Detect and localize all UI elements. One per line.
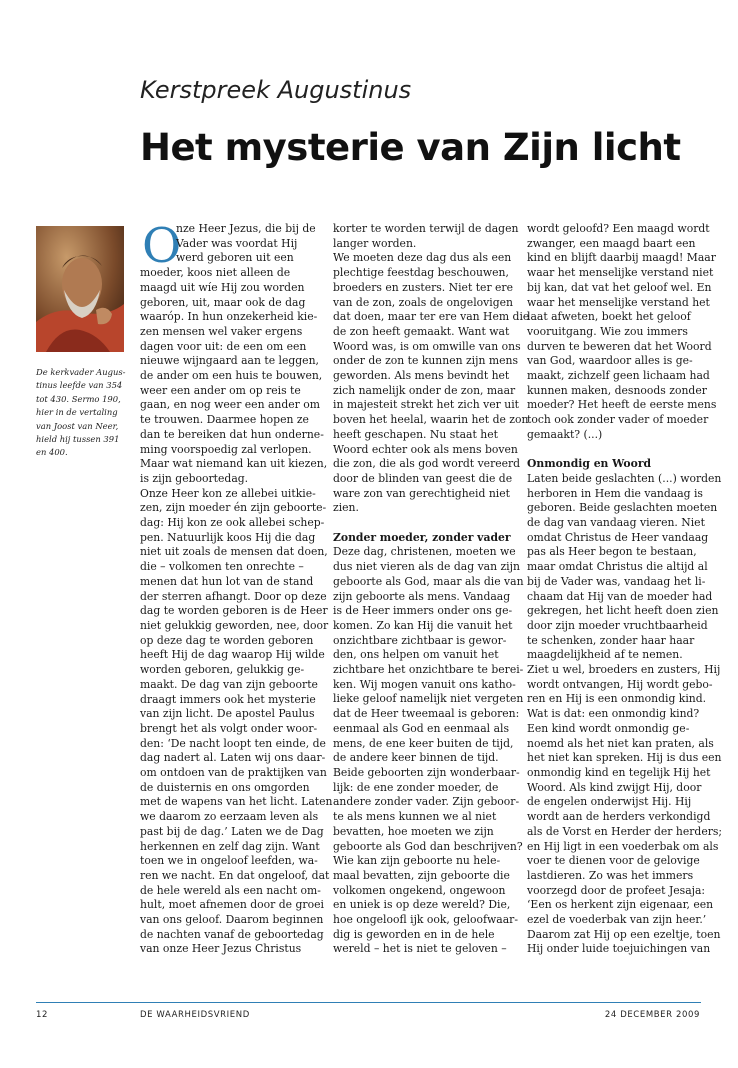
body-line: zichtbare het onzichtbare te berei-	[333, 663, 524, 677]
paragraph-gap	[333, 516, 508, 531]
caption-line: en 400.	[36, 447, 68, 458]
body-line: dus niet vieren als de dag van zijn	[333, 560, 520, 574]
body-line: waar het menselijke verstand het	[527, 295, 710, 309]
body-line: waar het menselijke verstand niet	[527, 266, 714, 280]
augustine-portrait-icon	[36, 226, 124, 352]
body-line: weer een ander om op reis te	[140, 383, 301, 397]
body-line: Vader was voordat Hij	[176, 236, 298, 250]
body-line: nieuwe wijngaard aan te leggen,	[140, 354, 319, 368]
body-line: Woord was, is om omwille van ons	[333, 339, 521, 353]
body-line: moeder? Het heeft de eerste mens	[527, 398, 717, 412]
body-line: zen, zijn moeder én zijn geboorte-	[140, 501, 327, 515]
body-line: ken. Wij mogen vanuit ons katho-	[333, 677, 516, 691]
body-line: van onze Heer Jezus Christus	[140, 942, 302, 956]
body-line: niet gelukkig geworden, nee, door	[140, 618, 329, 632]
body-line: heeft geschapen. Nu staat het	[333, 427, 498, 441]
body-line: bevatten, hoe moeten we zijn	[333, 824, 494, 838]
body-line: ezel de voederbak van zijn heer.’	[527, 913, 707, 927]
body-line: die zon, die als god wordt vereerd	[333, 457, 521, 471]
body-line: ming voorspoedig zal verlopen.	[140, 442, 312, 456]
body-line: zijn geboorte als mens. Vandaag	[333, 589, 511, 603]
body-line: Hij onder luide toejuichingen van	[527, 942, 711, 956]
body-line: maakt, zichzelf geen lichaam had	[527, 369, 710, 383]
body-line: door zijn moeder vruchtbaarheid	[527, 618, 708, 632]
body-line: voer te dienen voor de gelovige	[527, 854, 700, 868]
body-line: geworden. Als mens bevindt het	[333, 369, 510, 383]
body-line: we daarom zo eerzaam leven als	[140, 810, 319, 824]
body-line: wordt ontvangen, Hij wordt gebo-	[527, 677, 713, 691]
body-line: van ons geloof. Daarom beginnen	[140, 913, 324, 927]
text-column-2	[333, 222, 530, 957]
body-line: van de zon, zoals de ongelovigen	[333, 295, 513, 309]
body-line: past bij de dag.’ Laten we de Dag	[140, 824, 324, 838]
body-line: Laten beide geslachten (...) worden	[527, 471, 722, 485]
body-line: geboren, uit, maar ook de dag	[140, 295, 306, 309]
body-line: Woord echter ook als mens boven	[333, 442, 518, 456]
body-line: broeders en zusters. Niet ter ere	[333, 280, 513, 294]
body-line: Ziet u wel, broeders en zusters, Hij	[527, 663, 721, 677]
body-line: geboorte als God, maar als die van	[333, 574, 524, 588]
body-line: dan te bereiken dat hun onderne-	[140, 427, 324, 441]
body-line: den: ‘De nacht loopt ten einde, de	[140, 736, 326, 750]
body-line: de ander om een huis te bouwen,	[140, 369, 323, 383]
body-line: zwanger, een maagd baart een	[527, 236, 696, 250]
body-line: bij kan, dat vat het geloof wel. En	[527, 280, 712, 294]
body-line: We moeten deze dag dus als een	[333, 251, 512, 265]
body-line: niet uit zoals de mensen dat doen,	[140, 545, 328, 559]
body-line: de andere keer binnen de tijd.	[333, 751, 499, 765]
body-line: Beide geboorten zijn wonderbaar-	[333, 766, 520, 779]
body-line: van God, waardoor alles is ge-	[527, 354, 693, 368]
body-line: de hele wereld als een nacht om-	[140, 883, 321, 897]
body-line: is zijn geboortedag.	[140, 471, 249, 485]
body-line: zien.	[333, 501, 359, 515]
body-line: onder de zon te kunnen zijn mens	[333, 354, 518, 368]
body-line: gaan, en nog weer een ander om	[140, 398, 320, 412]
body-line: dag nadert al. Laten wij ons daar-	[140, 751, 326, 765]
text-column-3	[527, 222, 723, 957]
body-line: de engelen onderwijst Hij. Hij	[527, 795, 692, 809]
body-line: der sterren afhangt. Door op deze	[140, 589, 327, 603]
body-line: nze Heer Jezus, die bij de	[176, 222, 316, 235]
body-line: onmondig kind en tegelijk Hij het	[527, 766, 711, 779]
body-line: hoe ongeloofl ijk ook, geloofwaar-	[333, 913, 518, 927]
footer-rule	[36, 1002, 701, 1003]
issue-date: 24 DECEMBER 2009	[604, 1010, 700, 1020]
body-line: werd geboren uit een	[176, 251, 294, 265]
caption-line: tot 430. Sermo 190,	[36, 393, 121, 404]
text-column-1	[140, 218, 333, 957]
body-line: lieke geloof namelijk niet vergeten	[333, 692, 524, 706]
body-line: voorzegd door de profeet Jesaja:	[527, 883, 706, 897]
body-line: in majesteit strekt het zich ver uit	[333, 398, 520, 412]
publication-name: DE WAARHEIDSVRIEND	[140, 1010, 250, 1020]
body-line: worden geboren, gelukkig ge-	[140, 663, 305, 677]
body-line: maakt. De dag van zijn geboorte	[140, 677, 318, 691]
body-line: gemaakt? (...)	[527, 427, 603, 441]
body-line: de dag van vandaag vieren. Niet	[527, 516, 705, 530]
body-line: Woord. Als kind zwijgt Hij, door	[527, 780, 702, 794]
body-line: dag te worden geboren is de Heer	[140, 604, 328, 618]
body-line: zen mensen wel vaker ergens	[140, 324, 303, 338]
body-line: ‘Een os herkent zijn eigenaar, een	[527, 898, 714, 912]
body-line: noemd als het niet kan praten, als	[527, 736, 714, 750]
body-line: het niet kan spreken. Hij is dus een	[527, 751, 722, 765]
body-line: heeft Hij de dag waarop Hij wilde	[140, 648, 325, 662]
body-line: vooruitgang. Wie zou immers	[527, 324, 688, 338]
body-line: Een kind wordt onmondig ge-	[527, 721, 690, 735]
body-line: onzichtbare zichtbaar is gewor-	[333, 633, 507, 647]
body-line: Daarom zat Hij op een ezeltje, toen	[527, 927, 721, 941]
body-line: gekregen, het licht heeft doen zien	[527, 604, 719, 618]
body-line: de duisternis en ons omgorden	[140, 780, 310, 794]
body-line: en uniek is op deze wereld? Die,	[333, 898, 511, 912]
body-line: ren we nacht. En dat ongeloof, dat	[140, 868, 330, 882]
body-line: omdat Christus de Heer vandaag	[527, 530, 709, 544]
body-line: door de blinden van geest die de	[333, 471, 513, 485]
body-line: langer worden.	[333, 236, 417, 250]
caption-line: tinus leefde van 354	[36, 380, 123, 391]
body-line: dagen voor uit: de een om een	[140, 339, 307, 353]
body-line: wordt aan de herders verkondigd	[527, 810, 711, 824]
body-line: mens, de ene keer buiten de tijd,	[333, 736, 514, 750]
body-line: pas als Heer begon te bestaan,	[527, 545, 697, 559]
body-line: andere zonder vader. Zijn geboor-	[333, 795, 520, 809]
body-line: waaróp. In hun onzekerheid kie-	[140, 310, 318, 324]
caption-line: van Joost van Neer,	[36, 420, 119, 431]
body-line: Wie kan zijn geboorte nu hele-	[333, 854, 501, 868]
body-line: boven het heelal, waarin het de zon	[333, 413, 529, 427]
body-line: maal bevatten, zijn geboorte die	[333, 868, 510, 882]
article-title: Het mysterie van Zijn licht	[140, 126, 681, 169]
body-line: te schenken, zonder haar haar	[527, 633, 695, 647]
article-kicker: Kerstpreek Augustinus	[140, 76, 412, 104]
body-line: de nachten vanaf de geboortedag	[140, 927, 324, 941]
body-line: ren en Hij is een onmondig kind.	[527, 692, 707, 706]
body-line: draagt immers ook het mysterie	[140, 692, 316, 706]
body-line: te als mens kunnen we al niet	[333, 810, 497, 824]
caption-line: hield hij tussen 391	[36, 434, 120, 445]
body-line: herboren in Hem die vandaag is	[527, 486, 703, 500]
body-line: op deze dag te worden geboren	[140, 633, 314, 647]
body-line: komen. Zo kan Hij die vanuit het	[333, 618, 513, 632]
body-line: van zijn licht. De apostel Paulus	[140, 707, 315, 721]
caption-line: hier in de vertaling	[36, 407, 118, 418]
body-line: volkomen ongekend, ongewoon	[333, 883, 506, 897]
body-line: wordt geloofd? Een maagd wordt	[527, 222, 710, 235]
body-line: plechtige feestdag beschouwen,	[333, 266, 509, 280]
paragraph-gap	[527, 443, 702, 458]
body-line: moeder, koos niet alleen de	[140, 266, 291, 280]
body-line: kind en blijft daarbij maagd! Maar	[527, 251, 716, 265]
body-line: dat doen, maar ter ere van Hem die	[333, 310, 530, 324]
body-line: toen we in ongeloof leefden, wa-	[140, 854, 318, 868]
caption-line: De kerkvader Augus-	[36, 367, 126, 377]
body-line: korter te worden terwijl de dagen	[333, 222, 519, 235]
body-line: lastdieren. Zo was het immers	[527, 868, 694, 882]
body-line: durven te beweren dat het Woord	[527, 339, 712, 353]
body-line: zich namelijk onder de zon, maar	[333, 383, 516, 397]
body-line: is de Heer immers onder ons ge-	[333, 604, 513, 618]
body-line: Maar wat niemand kan uit kiezen,	[140, 457, 328, 471]
section-subheading: Zonder moeder, zonder vader	[333, 530, 511, 544]
body-line: pen. Natuurlijk koos Hij die dag	[140, 530, 316, 544]
body-line: om ontdoen van de praktijken van	[140, 766, 327, 780]
body-line: brengt het als volgt onder woor-	[140, 721, 318, 735]
page-number: 12	[36, 1010, 49, 1020]
section-subheading: Onmondig en Woord	[527, 457, 652, 471]
body-line: herkennen en zelf dag zijn. Want	[140, 839, 320, 853]
body-line: Wat is dat: een onmondig kind?	[527, 707, 700, 721]
body-line: maagdelijkheid af te nemen.	[527, 648, 683, 662]
body-line: en Hij ligt in een voederbak om als	[527, 839, 719, 853]
body-line: te trouwen. Daarmee hopen ze	[140, 413, 309, 427]
body-line: dig is geworden en in de hele	[333, 927, 495, 941]
body-line: kunnen maken, desnoods zonder	[527, 383, 707, 397]
body-line: dag: Hij kon ze ook allebei schep-	[140, 516, 325, 530]
body-line: met de wapens van het licht. Laten	[140, 795, 333, 809]
body-line: maagd uit wíe Hij zou worden	[140, 280, 305, 294]
body-line: wereld – het is niet te geloven –	[333, 942, 507, 956]
body-line: geboren. Beide geslachten moeten	[527, 501, 718, 515]
body-line: de zon heeft gemaakt. Want wat	[333, 324, 510, 338]
body-line: toch ook zonder vader of moeder	[527, 413, 709, 427]
body-line: dat de Heer tweemaal is geboren:	[333, 707, 520, 721]
body-line: chaam dat Hij van de moeder had	[527, 589, 713, 603]
body-line: maar omdat Christus die altijd al	[527, 560, 708, 574]
image-caption	[36, 366, 128, 460]
body-line: Onze Heer kon ze allebei uitkie-	[140, 486, 316, 500]
body-line: laat afweten, boekt het geloof	[527, 310, 691, 324]
body-line: den, ons helpen om vanuit het	[333, 648, 499, 662]
body-line: menen dat hun lot van de stand	[140, 574, 314, 588]
body-line: lijk: de ene zonder moeder, de	[333, 780, 499, 794]
body-line: als de Vorst en Herder der herders;	[527, 824, 723, 838]
body-line: hult, moet afnemen door de groei	[140, 898, 324, 912]
body-line: ware zon van gerechtigheid niet	[333, 486, 510, 500]
body-line: Deze dag, christenen, moeten we	[333, 545, 516, 559]
body-line: die – volkomen ten onrechte –	[140, 560, 304, 574]
drop-cap: O	[142, 218, 182, 274]
body-line: eenmaal als God en eenmaal als	[333, 721, 509, 735]
body-line: bij de Vader was, vandaag het li-	[527, 574, 706, 588]
body-line: geboorte als God dan beschrijven?	[333, 839, 523, 853]
